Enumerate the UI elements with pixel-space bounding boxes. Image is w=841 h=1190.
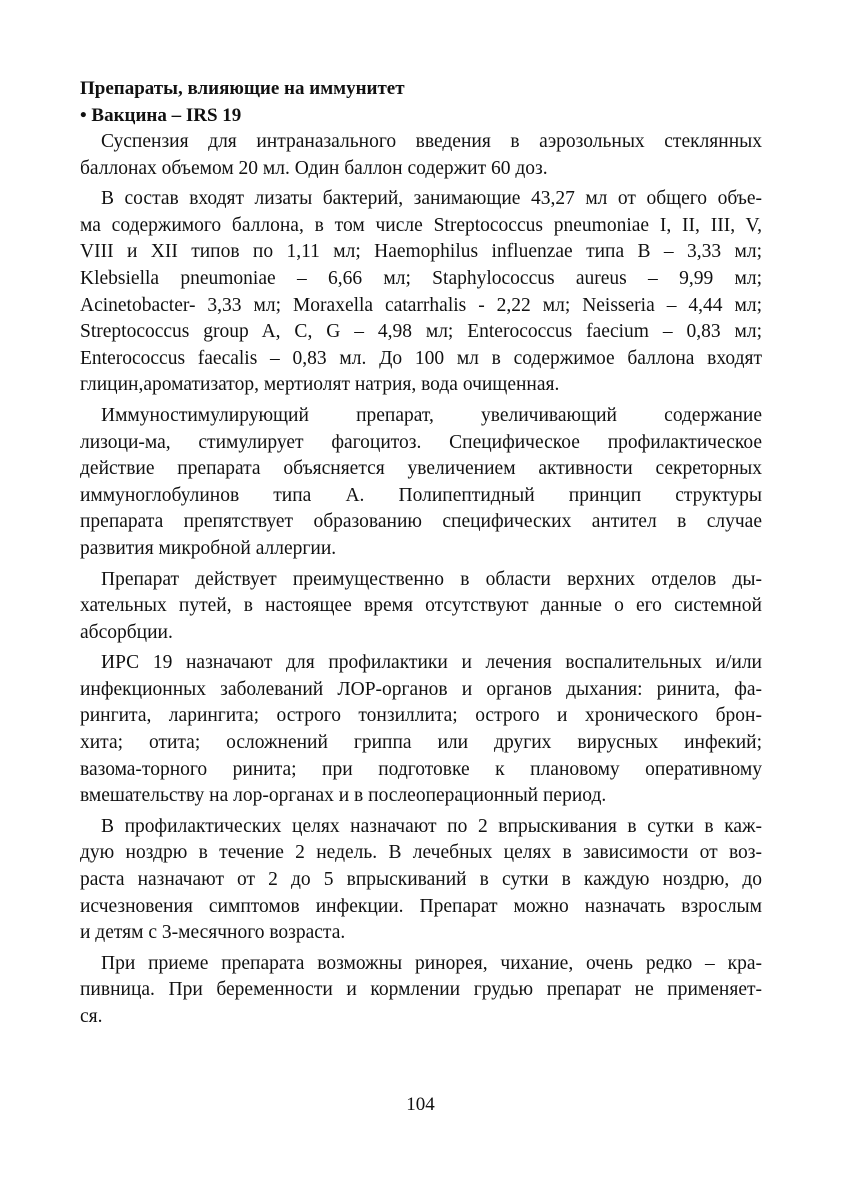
text-line: Enterococcus faecalis – 0,83 мл. До 100 мл в содержимое баллона входят: [80, 347, 762, 369]
text-line: действие препарата объясняется увеличением активности секреторных: [80, 458, 762, 480]
text-line: абсорбции.: [80, 621, 173, 643]
text-line: раста назначают от 2 до 5 впрыскиваний в сутки в каждую ноздрю, до: [80, 869, 762, 891]
text-line: Klebsiella pneumoniae – 6,66 мл; Staphylococcus aureus – 9,99 мл;: [80, 267, 762, 289]
text-line: ма содержимого баллона, в том числе Streptococcus pneumoniae I, II, III, V,: [80, 214, 762, 236]
text-line: лизоци-ма, стимулирует фагоцитоз. Специфическое профилактическое: [80, 431, 762, 453]
paragraph: [80, 129, 762, 182]
text-line: Суспензия для интраназального введения в аэрозольных стеклянных: [101, 131, 762, 152]
drug-subheading: • Вакцина – IRS 19: [80, 104, 242, 126]
text-line: ся.: [80, 1006, 103, 1027]
text-line: Acinetobacter- 3,33 мл; Moraxella catarrhalis - 2,22 мл; Neisseria – 4,44 мл;: [80, 294, 762, 316]
text-line: хательных путей, в настоящее время отсутствуют данные о его системной: [80, 595, 762, 617]
text-line: развития микробной аллергии.: [80, 537, 337, 559]
page-number: 104: [406, 1094, 435, 1115]
body-text: [80, 129, 762, 1031]
text-line: инфекционных заболеваний ЛОР-органов и органов дыхания: ринита, фа-: [80, 678, 762, 700]
paragraph: [80, 951, 762, 1031]
text-line: Streptococcus group A, C, G – 4,98 мл; Enterococcus faecium – 0,83 мл;: [80, 321, 762, 343]
paragraph: [80, 186, 762, 399]
paragraph: [80, 650, 762, 810]
text-line: и детям с 3-месячного возраста.: [80, 922, 346, 944]
text-line: Иммуностимулирующий препарат, увеличивающий содержание: [101, 404, 762, 426]
text-line: хита; отита; осложнений гриппа или других вирусных инфекий;: [80, 732, 762, 754]
section-heading: Препараты, влияющие на иммунитет: [80, 78, 405, 99]
text-line: Препарат действует преимущественно в области верхних отделов ды-: [101, 568, 762, 590]
paragraph: [80, 403, 762, 563]
text-line: рингита, ларингита; острого тонзиллита; острого и хронического брон-: [80, 705, 762, 727]
text-line: При приеме препарата возможны ринорея, чихание, очень редко – кра-: [101, 952, 762, 974]
text-line: ИРС 19 назначают для профилактики и лечения воспалительных и/или: [101, 652, 762, 674]
text-line: VIII и XII типов по 1,11 мл; Haemophilus influenzae типа B – 3,33 мл;: [80, 241, 762, 263]
text-line: баллонах объемом 20 мл. Один баллон содержит 60 доз.: [80, 157, 548, 179]
text-line: исчезновения симптомов инфекции. Препарат можно назначать взрослым: [80, 895, 762, 917]
page-content: [80, 76, 762, 1035]
paragraph: [80, 567, 762, 647]
text-line: вазома-торного ринита; при подготовке к плановому оперативному: [80, 758, 762, 780]
paragraph: [80, 814, 762, 947]
text-line: препарата препятствует образованию специфических антител в случае: [80, 511, 762, 533]
text-line: В профилактических целях назначают по 2 впрыскивания в сутки в каж-: [101, 815, 762, 837]
text-line: глицин,ароматизатор, мертиолят натрия, вода очищенная.: [80, 374, 560, 396]
text-line: вмешательству на лор-органах и в послеоперационный период.: [80, 785, 607, 807]
text-line: В состав входят лизаты бактерий, занимающие 43,27 мл от общего объе-: [101, 188, 762, 210]
text-line: пивница. При беременности и кормлении грудью препарат не применяет-: [80, 979, 762, 1001]
text-line: иммуноглобулинов типа А. Полипептидный принцип структуры: [80, 484, 762, 506]
text-line: дую ноздрю в течение 2 недель. В лечебных целях в зависимости от воз-: [80, 842, 762, 864]
